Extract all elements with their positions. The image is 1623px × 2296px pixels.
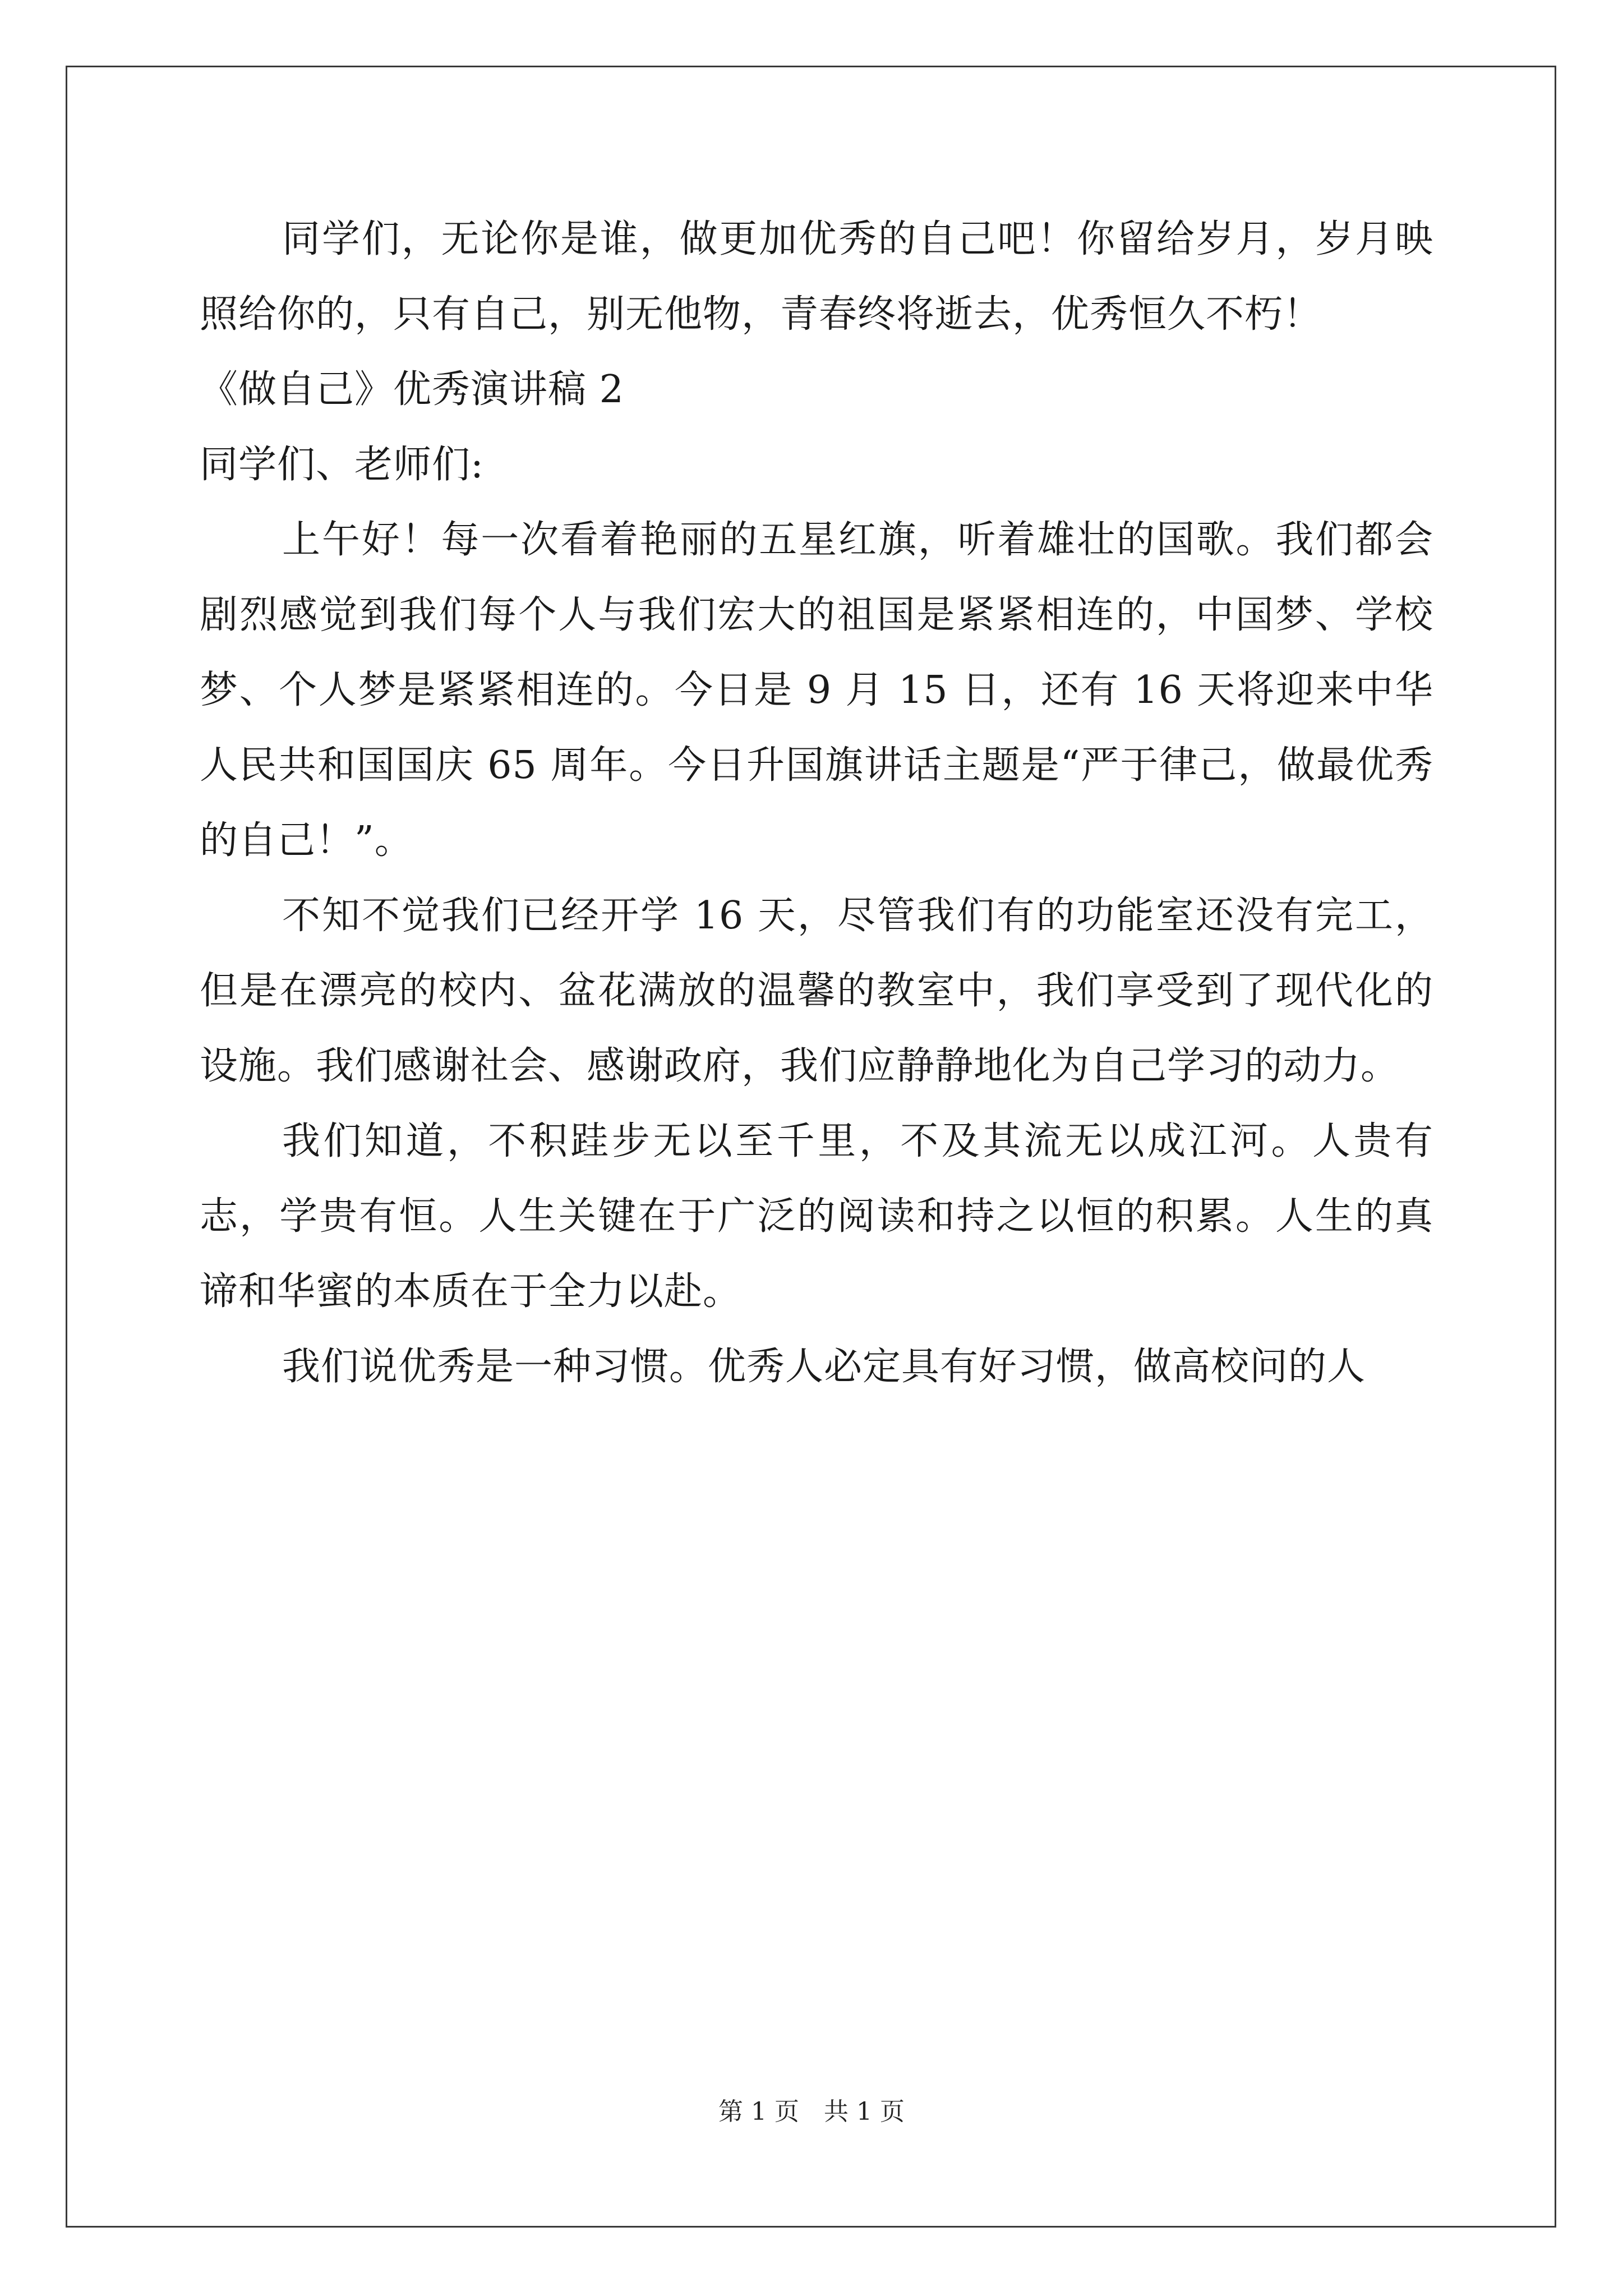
salutation: 同学们、老师们: [200, 443, 484, 487]
speech-title: 《做自己》优秀演讲稿 2 [200, 367, 624, 412]
paragraph-perseverance: 我们知道，不积跬步无以至千里，不及其流无以成江河。人贵有志，学贵有恒。人生关键在于广泛的阅读和持之以恒的积累。人生的真谛和华蜜的本质在于全力以赴。 [200, 1119, 1433, 1314]
paragraph-closing: 同学们，无论你是谁，做更加优秀的自己吧！你留给岁月，岁月映照给你的，只有自己，别无他物，青春终将逝去，优秀恒久不朽！ [200, 217, 1433, 337]
paragraph-habit: 我们说优秀是一种习惯。优秀人必定具有好习惯，做高校问的人 [282, 1345, 1366, 1389]
paragraph-school-start: 不知不觉我们已经开学 16 天，尽管我们有的功能室还没有完工，但是在漂亮的校内、盆花满放的温馨的教室中，我们享受到了现代化的设施。我们感谢社会、感谢政府，我们应静静地化为自己学习的动力。 [200, 894, 1433, 1088]
document-body [200, 202, 1433, 1405]
page-number-footer: 第 1 页 共 1 页 [718, 2097, 905, 2126]
paragraph-greeting: 上午好！每一次看着艳丽的五星红旗，听着雄壮的国歌。我们都会剧烈感觉到我们每个人与我们宏大的祖国是紧紧相连的，中国梦、学校梦、个人梦是紧紧相连的。今日是 9 月 15 日，还有 16 天将迎来中华人民共和国国庆 65 周年。今日升国旗讲话主题是“严于律己，做最优秀的自己！”。 [200, 518, 1433, 863]
